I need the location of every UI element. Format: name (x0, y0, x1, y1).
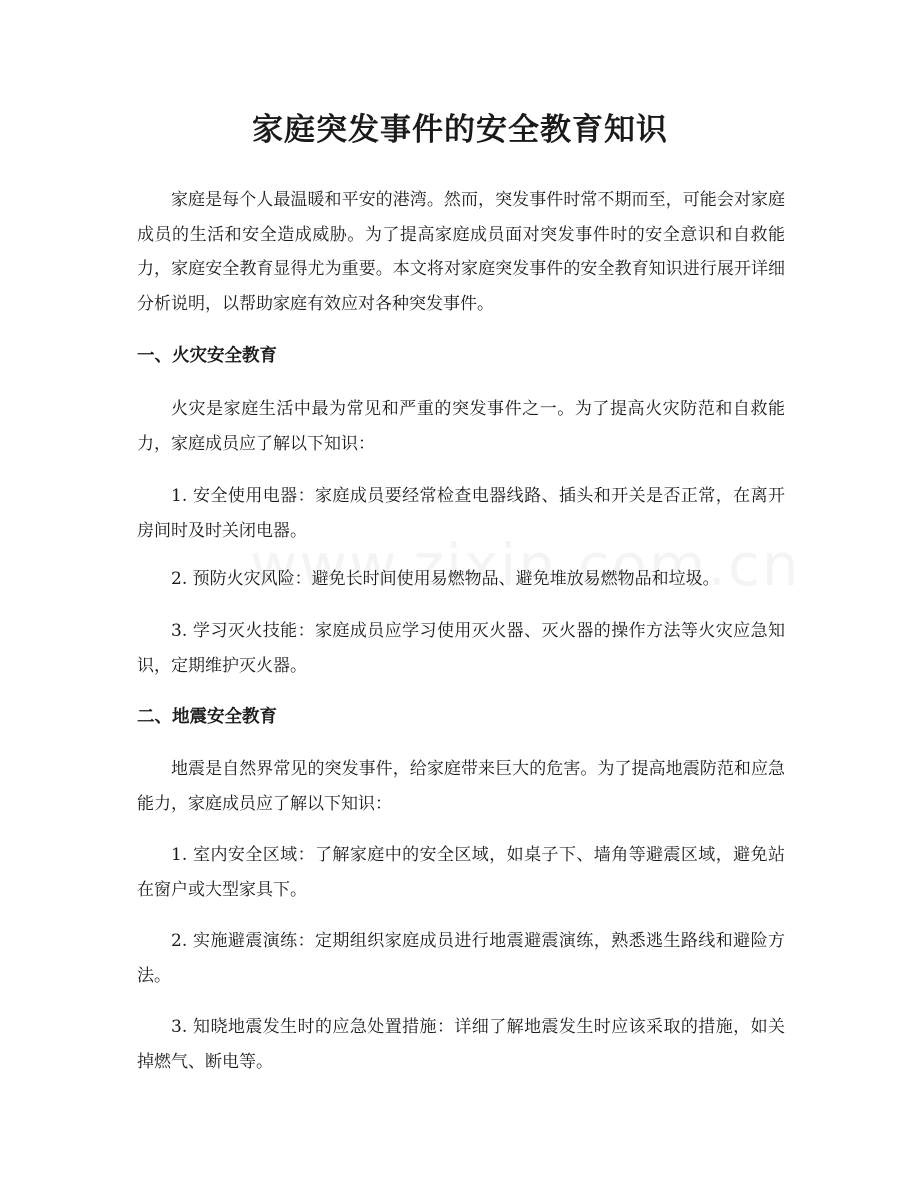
fire-intro-paragraph: 火灾是家庭生活中最为常见和严重的突发事件之一。为了提高火灾防范和自救能力，家庭成员应了解以下知识： (137, 399, 785, 454)
intro-paragraph: 家庭是每个人最温暖和平安的港湾。然而，突发事件时常不期而至，可能会对家庭成员的生活和安全造成威胁。为了提高家庭成员面对突发事件时的安全意识和自救能力，家庭安全教育显得尤为重要。本文将对家庭突发事件的安全教育知识进行展开详细分析说明，以帮助家庭有效应对各种突发事件。 (137, 190, 785, 314)
earthquake-list-item-1: 1. 室内安全区域：了解家庭中的安全区域，如桌子下、墙角等避震区域，避免站在窗户或大型家具下。 (137, 845, 785, 900)
earthquake-list-item-2: 2. 实施避震演练：定期组织家庭成员进行地震避震演练，熟悉逃生路线和避险方法。 (137, 931, 785, 986)
fire-list-item-2: 2. 预防火灾风险：避免长时间使用易燃物品、避免堆放易燃物品和垃圾。 (171, 569, 720, 589)
document-title: 家庭突发事件的安全教育知识 (252, 112, 668, 148)
fire-list-item-1: 1. 安全使用电器：家庭成员要经常检查电器线路、插头和开关是否正常，在离开房间时及时关闭电器。 (137, 486, 785, 541)
section-heading-earthquake: 二、地震安全教育 (137, 707, 277, 727)
earthquake-list-item-3: 3. 知晓地震发生时的应急处置措施：详细了解地震发生时应该采取的措施，如关掉燃气、断电等。 (137, 1017, 785, 1072)
fire-list-item-3: 3. 学习灭火技能：家庭成员应学习使用灭火器、灭火器的操作方法等火灾应急知识，定期维护灭火器。 (137, 621, 785, 676)
earthquake-intro-paragraph: 地震是自然界常见的突发事件，给家庭带来巨大的危害。为了提高地震防范和应急能力，家庭成员应了解以下知识： (137, 759, 785, 814)
section-heading-fire: 一、火灾安全教育 (137, 346, 277, 366)
